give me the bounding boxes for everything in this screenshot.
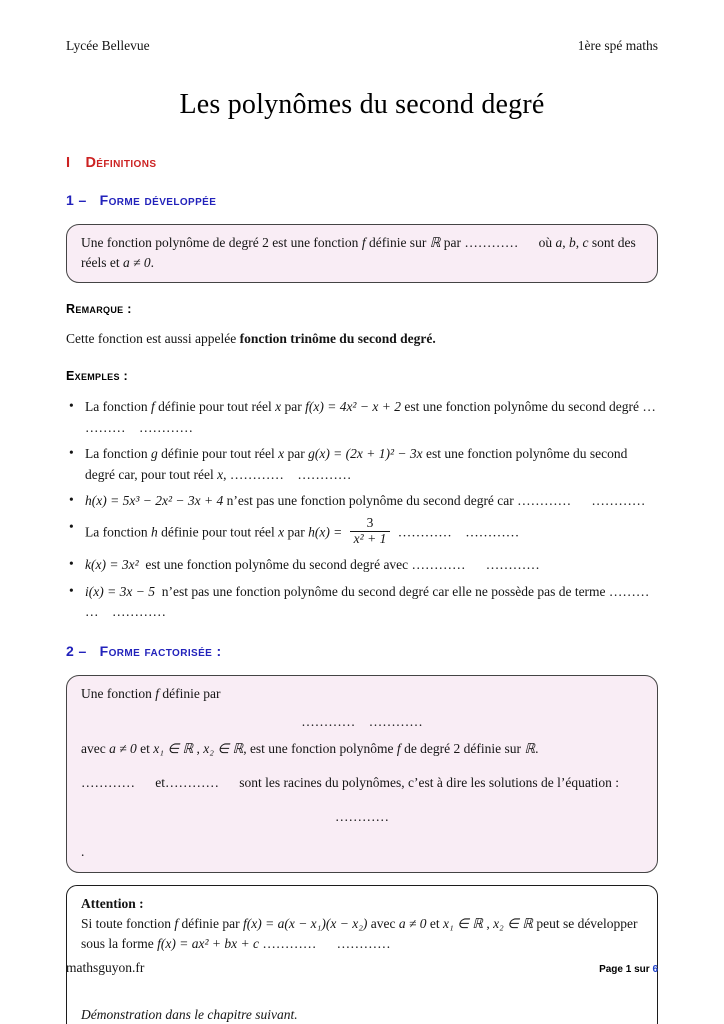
section-number: I — [66, 155, 71, 172]
example-item-f — [66, 397, 658, 438]
factored-box-period: . — [81, 843, 85, 859]
dotted-blank-line: ……… ………… — [85, 419, 193, 435]
example-item-k — [66, 555, 658, 575]
attention-text: Si toute fonction f définie par f(x) = a(x − x₁)(x − x₂) avec a ≠ 0 et x₁ ∈ ℝ , x₂ ∈ ℝ peut se développer sous la forme f(x) = ax² + bx + c ………… ………… — [81, 916, 638, 952]
examples-heading: Exemples : — [66, 368, 128, 383]
attention-note: Démonstration dans le chapitre suivant. — [81, 1006, 298, 1022]
fraction-numerator: 3 — [366, 515, 374, 530]
definition-text: Une fonction polynôme de degré 2 est une fonction f définie sur ℝ par ………… où a, b, c sont des réels et a ≠ 0. — [81, 235, 636, 271]
bullet-icon: • — [69, 492, 74, 508]
definition-box — [66, 224, 658, 283]
remark-heading: Remarque : — [66, 301, 132, 316]
footer-site-name: mathsguyon.fr — [66, 960, 145, 975]
factored-box-roots: ………… et………… sont les racines du polynômes, c’est à dire les solutions de l’équation : — [81, 775, 620, 791]
bullet-icon: • — [69, 445, 74, 461]
header-class-level: 1ère spé maths — [577, 38, 658, 53]
factored-box-intro: Une fonction f définie par — [81, 686, 221, 702]
header-school-name: Lycée Bellevue — [66, 38, 150, 53]
attention-box — [66, 885, 658, 1024]
page-header — [66, 36, 658, 56]
bullet-icon: • — [69, 556, 74, 572]
dotted-blank-inline: ………… ………… — [397, 524, 520, 540]
section-label: Définitions — [85, 155, 157, 172]
page-footer — [66, 958, 658, 978]
remark-text-normal: Cette fonction est aussi appelée — [66, 331, 240, 347]
page-total-link[interactable]: 6 — [652, 964, 658, 975]
subsection-forme-developpee-heading — [66, 190, 658, 211]
fraction-denominator: x² + 1 — [350, 531, 391, 547]
remark-text — [66, 329, 658, 349]
dotted-blank-line: ………… ………… — [301, 713, 423, 729]
example-item-line: La fonction f définie pour tout réel x par f(x) = 4x² − x + 2 est une fonction polynôme du second degré … — [85, 399, 656, 415]
attention-heading: Attention : — [81, 895, 144, 911]
subsection-number: 1 – — [66, 192, 87, 208]
example-item-line: La fonction h définie pour tout réel x par h(x) = — [85, 524, 343, 540]
footer-page-number — [599, 962, 658, 977]
bullet-icon: • — [69, 398, 74, 414]
bullet-icon: • — [69, 582, 74, 598]
remark-text-bold: fonction trinôme du second degré. — [239, 331, 436, 347]
subsection-forme-factorisee-heading — [66, 641, 658, 662]
page-title: Les polynômes du second degré — [179, 89, 545, 121]
example-item-i — [66, 582, 658, 623]
page-number-text: Page 1 sur — [599, 964, 653, 975]
subsection-label: Forme développée — [99, 192, 217, 208]
section-definitions-heading — [66, 153, 658, 175]
bullet-icon: • — [69, 519, 74, 534]
example-item-g — [66, 444, 658, 485]
subsection-number: 2 – — [66, 643, 87, 660]
example-item-line: k(x) = 3x² est une fonction polynôme du second degré avec ………… ………… — [85, 557, 540, 573]
example-item-line: La fonction g définie pour tout réel x par g(x) = (2x + 1)² − 3x est une fonction polynôme du second degré car, pour tout réel x, ………… ………… — [85, 446, 628, 482]
example-item-line: i(x) = 3x − 5 n’est pas une fonction polynôme du second degré car elle ne possède pas de terme ……… — [85, 583, 650, 599]
factored-box-conditions: avec a ≠ 0 et x₁ ∈ ℝ , x₂ ∈ ℝ, est une fonction polynôme f de degré 2 définie sur ℝ. — [81, 740, 539, 756]
example-item-line: h(x) = 5x³ − 2x² − 3x + 4 n’est pas une fonction polynôme du second degré car ………… ………… — [85, 493, 646, 509]
fraction — [350, 516, 391, 547]
example-item-h-cubic — [66, 491, 658, 511]
factored-form-box — [66, 675, 658, 873]
dotted-blank-line: ………… — [335, 809, 389, 825]
example-item-h-rational — [66, 515, 658, 549]
dotted-blank-line: … ………… — [85, 604, 166, 620]
examples-list — [66, 397, 658, 622]
subsection-label: Forme factorisée : — [99, 643, 222, 660]
